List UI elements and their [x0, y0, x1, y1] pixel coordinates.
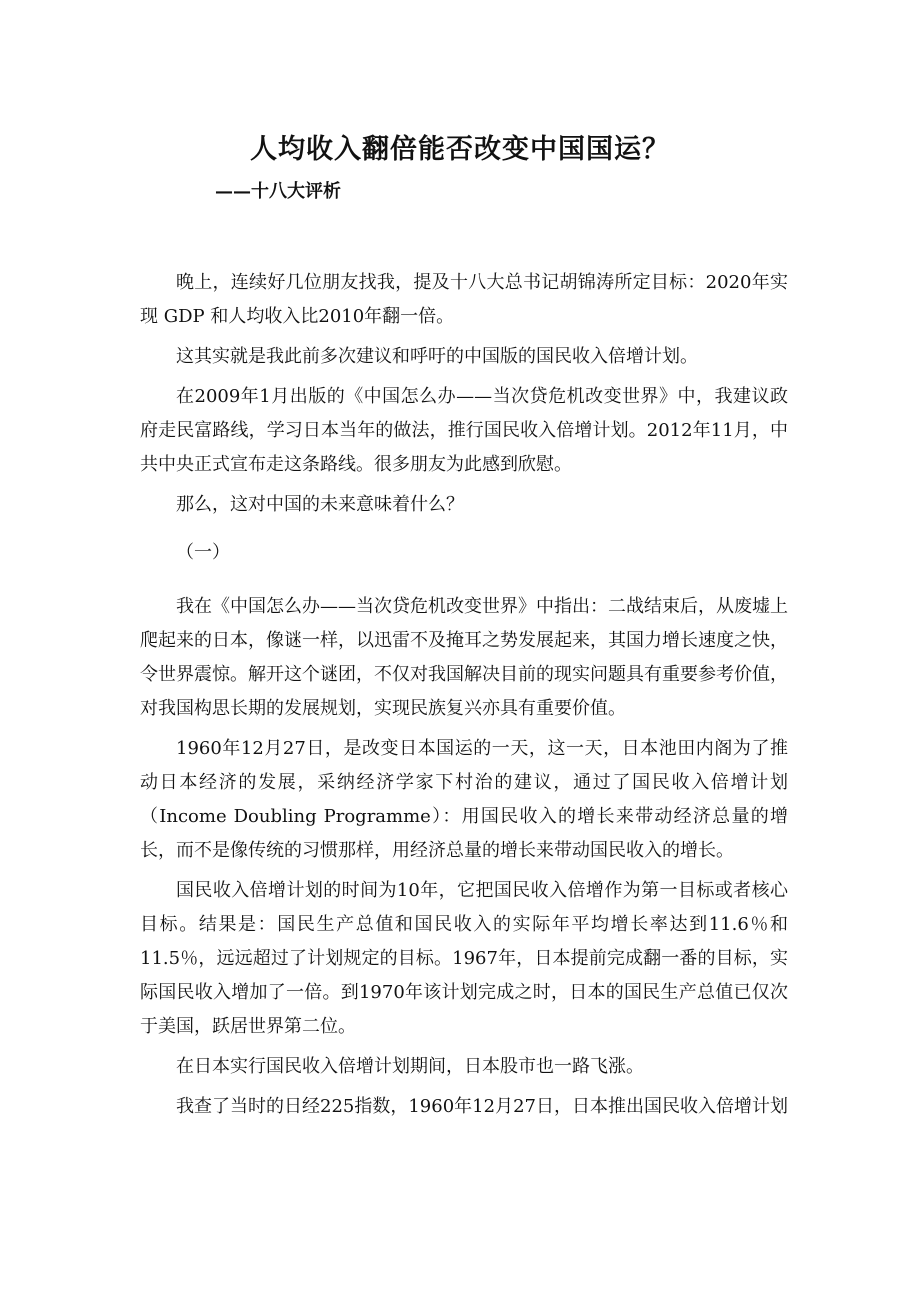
paragraph: 我查了当时的日经225指数，1960年12月27日，日本推出国民收入倍增计划 — [176, 1096, 788, 1117]
paragraph: 国民收入倍增计划的时间为10年，它把国民收入倍增作为第一目标或者核心目标。结果是：国民生产总值和国民收入的实际年平均增长率达到11.6％和11.5％，远远超过了计划规定的目标。1967年，日本提前完成翻一番的目标，实际国民收入增加了一倍。到1970年该计划完成之时，日本的国民生产总值已仅次于美国，跃居世界第二位。 — [140, 880, 788, 1037]
paragraph: 在2009年1月出版的《中国怎么办——当次贷危机改变世界》中，我建议政府走民富路线，学习日本当年的做法，推行国民收入倍增计划。2012年11月，中共中央正式宣布走这条路线。很多朋友为此感到欣慰。 — [140, 386, 788, 475]
document-title: 人均收入翻倍能否改变中国国运？ — [250, 134, 670, 165]
paragraph: 我在《中国怎么办——当次贷危机改变世界》中指出：二战结束后，从废墟上爬起来的日本，像谜一样，以迅雷不及掩耳之势发展起来，其国力增长速度之快，令世界震惊。解开这个谜团，不仅对我国解决目前的现实问题具有重要参考价值，对我国构思长期的发展规划，实现民族复兴亦具有重要价值。 — [140, 596, 788, 719]
paragraph: 那么，这对中国的未来意味着什么？ — [176, 494, 464, 515]
document-subtitle: ——十八大评析 — [215, 181, 341, 202]
paragraph: 晚上，连续好几位朋友找我，提及十八大总书记胡锦涛所定目标：2020年实现 GDP 和人均收入比2010年翻一倍。 — [140, 272, 788, 327]
document-body — [140, 266, 788, 1130]
paragraph: 1960年12月27日，是改变日本国运的一天，这一天，日本池田内阁为了推动日本经济的发展，采纳经济学家下村治的建议，通过了国民收入倍增计划（Income Doubling Programme）：用国民收入的增长来带动经济总量的增长，而不是像传统的习惯那样，用经济总量的增长来带动国民收入的增长。 — [140, 738, 788, 861]
paragraph: 这其实就是我此前多次建议和呼吁的中国版的国民收入倍增计划。 — [176, 346, 698, 367]
paragraph: 在日本实行国民收入倍增计划期间，日本股市也一路飞涨。 — [176, 1056, 644, 1077]
section-heading: （一） — [176, 542, 230, 563]
